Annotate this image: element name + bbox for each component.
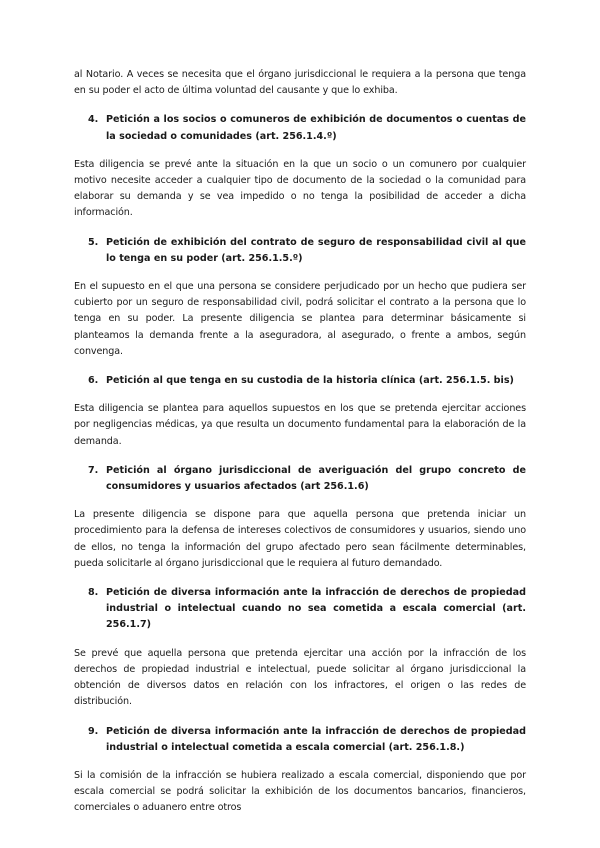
section-number: 9.	[88, 725, 99, 737]
section-heading-5	[88, 235, 526, 267]
section-title: Petición de diversa información ante la infracción de derechos de propiedad industrial o intelectual cuando no sea cometida a escala comercial (art. 256.1.7)	[106, 587, 526, 631]
section-title: Petición al órgano jurisdiccional de averiguación del grupo concreto de consumidores y usuarios afectados (art 256.1.6)	[106, 464, 526, 493]
section-number: 5.	[88, 236, 99, 248]
section-paragraph-4: Esta diligencia se prevé ante la situación en la que un socio o un comunero por cualquier motivo necesite acceder a cualquier tipo de documento de la sociedad o la comunidad para elaborar su demanda y se vea impedido o no tenga la posibilidad de acceder a dicha información.	[74, 158, 526, 219]
document-body	[74, 67, 526, 817]
section-heading-6	[88, 373, 526, 389]
section-heading-8	[88, 585, 526, 634]
intro-paragraph: al Notario. A veces se necesita que el órgano jurisdiccional le requiera a la persona que tenga en su poder el acto de última voluntad del causante y que lo exhiba.	[74, 69, 526, 97]
section-paragraph-9: Si la comisión de la infracción se hubiera realizado a escala comercial, disponiendo que por escala comercial se podrá solicitar la exhibición de los documentos bancarios, financieros, comerciales o aduanero entre otros	[74, 769, 526, 814]
section-paragraph-6: Esta diligencia se plantea para aquellos supuestos en los que se pretenda ejercitar acciones por negligencias médicas, ya que resulta un documento fundamental para la elaboración de la demanda.	[74, 403, 526, 447]
section-heading-4	[88, 112, 526, 144]
section-number: 6.	[88, 375, 99, 387]
section-number: 8.	[88, 587, 99, 599]
section-paragraph-5: En el supuesto en el que una persona se considere perjudicado por un hecho que pudiera ser cubierto por un seguro de responsabilidad civil, podrá solicitar el contrato a la persona que lo tenga en su poder. La presente diligencia se plantea para determinar básicamente si planteamos la demanda frente a la aseguradora, al asegurado, o frente a ambos, según convenga.	[74, 281, 526, 357]
section-title: Petición al que tenga en su custodia de la historia clínica (art. 256.1.5. bis)	[106, 375, 514, 387]
section-heading-7	[88, 463, 526, 495]
section-number: 4.	[88, 114, 99, 126]
section-title: Petición de exhibición del contrato de seguro de responsabilidad civil al que lo tenga en su poder (art. 256.1.5.º)	[106, 236, 526, 264]
section-heading-9	[88, 724, 526, 756]
section-number: 7.	[88, 464, 99, 476]
section-title: Petición a los socios o comuneros de exhibición de documentos o cuentas de la sociedad o comunidades (art. 256.1.4.º)	[106, 114, 526, 142]
section-paragraph-8: Se prevé que aquella persona que pretenda ejercitar una acción por la infracción de los derechos de propiedad industrial e intelectual, puede solicitar al órgano jurisdiccional la obtención de diversos datos en relación con los infractores, el origen o las redes de distribución.	[74, 647, 526, 708]
section-title: Petición de diversa información ante la infracción de derechos de propiedad industrial o intelectual cometida a escala comercial (art. 256.1.8.)	[106, 725, 526, 753]
section-paragraph-7: La presente diligencia se dispone para que aquella persona que pretenda iniciar un procedimiento para la defensa de intereses colectivos de consumidores y usuarios, siendo uno de ellos, no tenga la información del grupo afectado pero sean fácilmente determinables, pueda solicitarle al órgano jurisdiccional que le requiera al futuro demandado.	[74, 509, 526, 569]
